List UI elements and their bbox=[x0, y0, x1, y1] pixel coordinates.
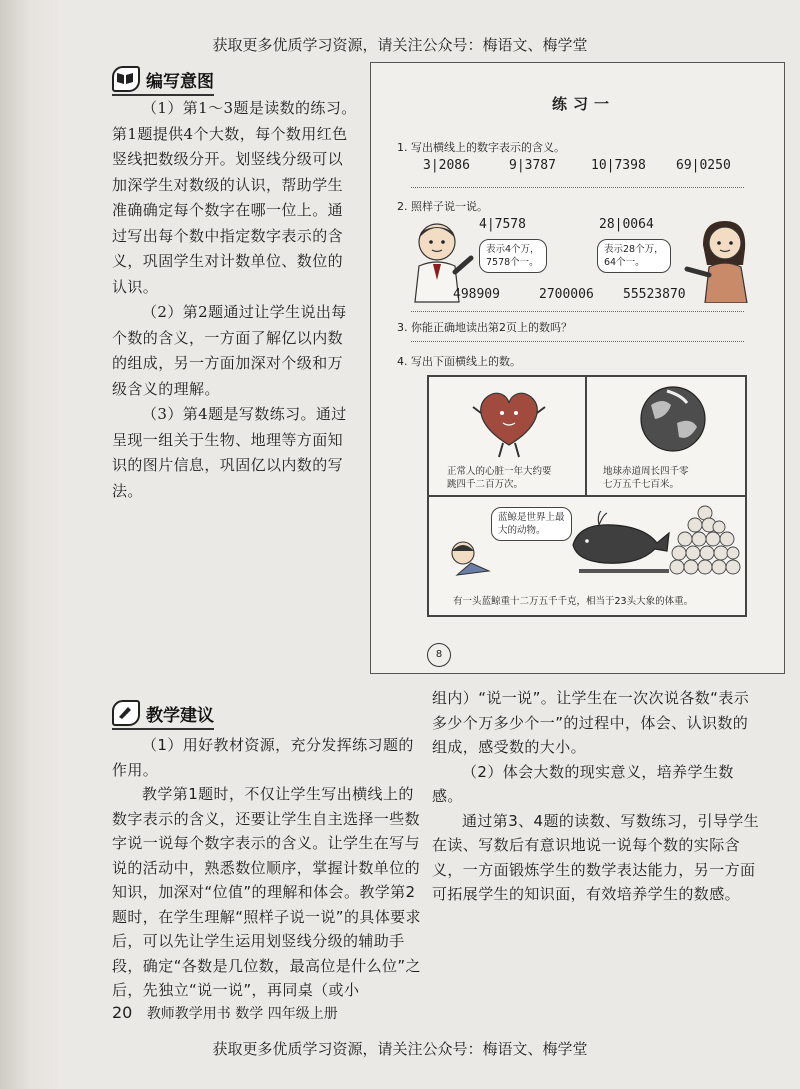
divider bbox=[411, 341, 744, 342]
heart-illustration bbox=[469, 383, 549, 461]
top-banner: 获取更多优质学习资源，请关注公众号：梅语文、梅学堂 bbox=[212, 36, 588, 54]
q2-number: 2700006 bbox=[539, 287, 594, 302]
question-2: 2. 照样子说一说。 bbox=[397, 200, 488, 213]
book-icon bbox=[112, 66, 140, 92]
advice-paragraph: 通过第3、4题的读数、写数练习，引导学生在读、写数后有意识地说一说每个数的实际含义，一方面锻炼学生的数学表达能力，另一方面可拓展学生的知识面，有效培养学生的数感。 bbox=[432, 811, 760, 903]
textbook-page-number: 8 bbox=[427, 643, 451, 667]
intent-paragraph: （2）第2题通过让学生说出每个数的含义，一方面了解亿以内数的组成，另一方面加深对个级和万级含义的理解。 bbox=[112, 303, 347, 398]
q1-number: 9|3787 bbox=[509, 158, 556, 173]
whale-panel bbox=[428, 496, 746, 616]
speech-bubble-left: 表示4个万， 7578个一。 bbox=[479, 239, 547, 273]
divider bbox=[411, 311, 744, 312]
page-number: 20 bbox=[112, 1003, 133, 1022]
pen-icon bbox=[112, 700, 140, 726]
intent-paragraph: （3）第4题是写数练习。通过呈现一组关于生物、地理等方面知识的图片信息，巩固亿以内数的写法。 bbox=[112, 405, 347, 500]
advice-heading-text: 教学建议 bbox=[146, 705, 214, 726]
q1-number: 10|7398 bbox=[591, 158, 646, 173]
book-title: 教师教学用书 数学 四年级上册 bbox=[146, 1006, 338, 1022]
whale-speech-bubble: 蓝鲸是世界上最 大的动物。 bbox=[491, 507, 572, 541]
whale-caption: 有一头蓝鲸重十二万五千千克，相当于23头大象的体重。 bbox=[453, 596, 694, 607]
q2-number: 498909 bbox=[453, 287, 500, 302]
advice-left-column bbox=[112, 733, 422, 1003]
heart-caption: 正常人的心脏一年大约要 跳四千二百万次。 bbox=[447, 466, 552, 490]
advice-paragraph: （2）体会大数的现实意义，培养学生数感。 bbox=[432, 762, 734, 805]
advice-right-column bbox=[432, 686, 762, 907]
bottom-banner: 获取更多优质学习资源，请关注公众号：梅语文、梅学堂 bbox=[212, 1040, 588, 1058]
earth-panel bbox=[586, 376, 746, 496]
divider bbox=[411, 187, 744, 188]
advice-paragraph: 教学第1题时，不仅让学生写出横线上的数字表示的含义，还要让学生自主选择一些数字说一说每个数字表示的含义。让学生在写与说的活动中，熟悉数位顺序，掌握计数单位的知识，加深对“位值”的理解和体会。教学第2题时，在学生理解“照样子说一说”的具体要求后，可以先让学生运用划竖线分级的辅助手段，确定“各数是几位数，最高位是什么位”之后，先独立“说一说”，再同桌（或小 bbox=[112, 785, 421, 999]
girl-illustration bbox=[683, 215, 757, 303]
earth-caption: 地球赤道周长四千零 七万五千七百米。 bbox=[603, 466, 689, 490]
textbook-page bbox=[370, 62, 785, 674]
intent-heading bbox=[112, 66, 214, 92]
intent-paragraph: （1）第1～3题是读数的练习。第1题提供4个大数，每个数用红色竖线把数级分开。划竖线分级可以加深学生对数级的认识，帮助学生准确确定每个数字在哪一位上。通过写出每个数中指定数字表示的含义，巩固学生对计数单位、数位的认识。 bbox=[112, 99, 357, 296]
elephants-pile bbox=[669, 503, 741, 581]
question-1: 1. 写出横线上的数字表示的含义。 bbox=[397, 141, 565, 154]
q1-number: 3|2086 bbox=[423, 158, 470, 173]
q2-number: 55523870 bbox=[623, 287, 686, 302]
earth-illustration bbox=[637, 383, 709, 455]
advice-paragraph: （1）用好教材资源，充分发挥练习题的作用。 bbox=[112, 736, 414, 779]
intent-heading-text: 编写意图 bbox=[146, 71, 214, 92]
advice-heading bbox=[112, 700, 214, 726]
child-illustration bbox=[443, 537, 493, 577]
speech-bubble-right: 表示28个万， 64个一。 bbox=[597, 239, 671, 273]
q2-example: 28|0064 bbox=[599, 217, 654, 232]
advice-paragraph: 组内）“说一说”。让学生在一次次说各数“表示多少个万多少个一”的过程中，体会、认识数的组成，感受数的大小。 bbox=[432, 689, 750, 756]
picture-grid bbox=[427, 375, 747, 617]
intent-body bbox=[112, 96, 358, 504]
question-3: 3. 你能正确地读出第2页上的数吗？ bbox=[397, 321, 572, 334]
whale-illustration bbox=[569, 509, 673, 577]
exercise-title: 练习一 bbox=[531, 91, 636, 117]
q1-number: 69|0250 bbox=[676, 158, 731, 173]
q2-example: 4|7578 bbox=[479, 217, 526, 232]
heart-panel bbox=[428, 376, 586, 496]
page-footer bbox=[112, 1003, 338, 1023]
question-4: 4. 写出下面横线上的数。 bbox=[397, 355, 521, 368]
